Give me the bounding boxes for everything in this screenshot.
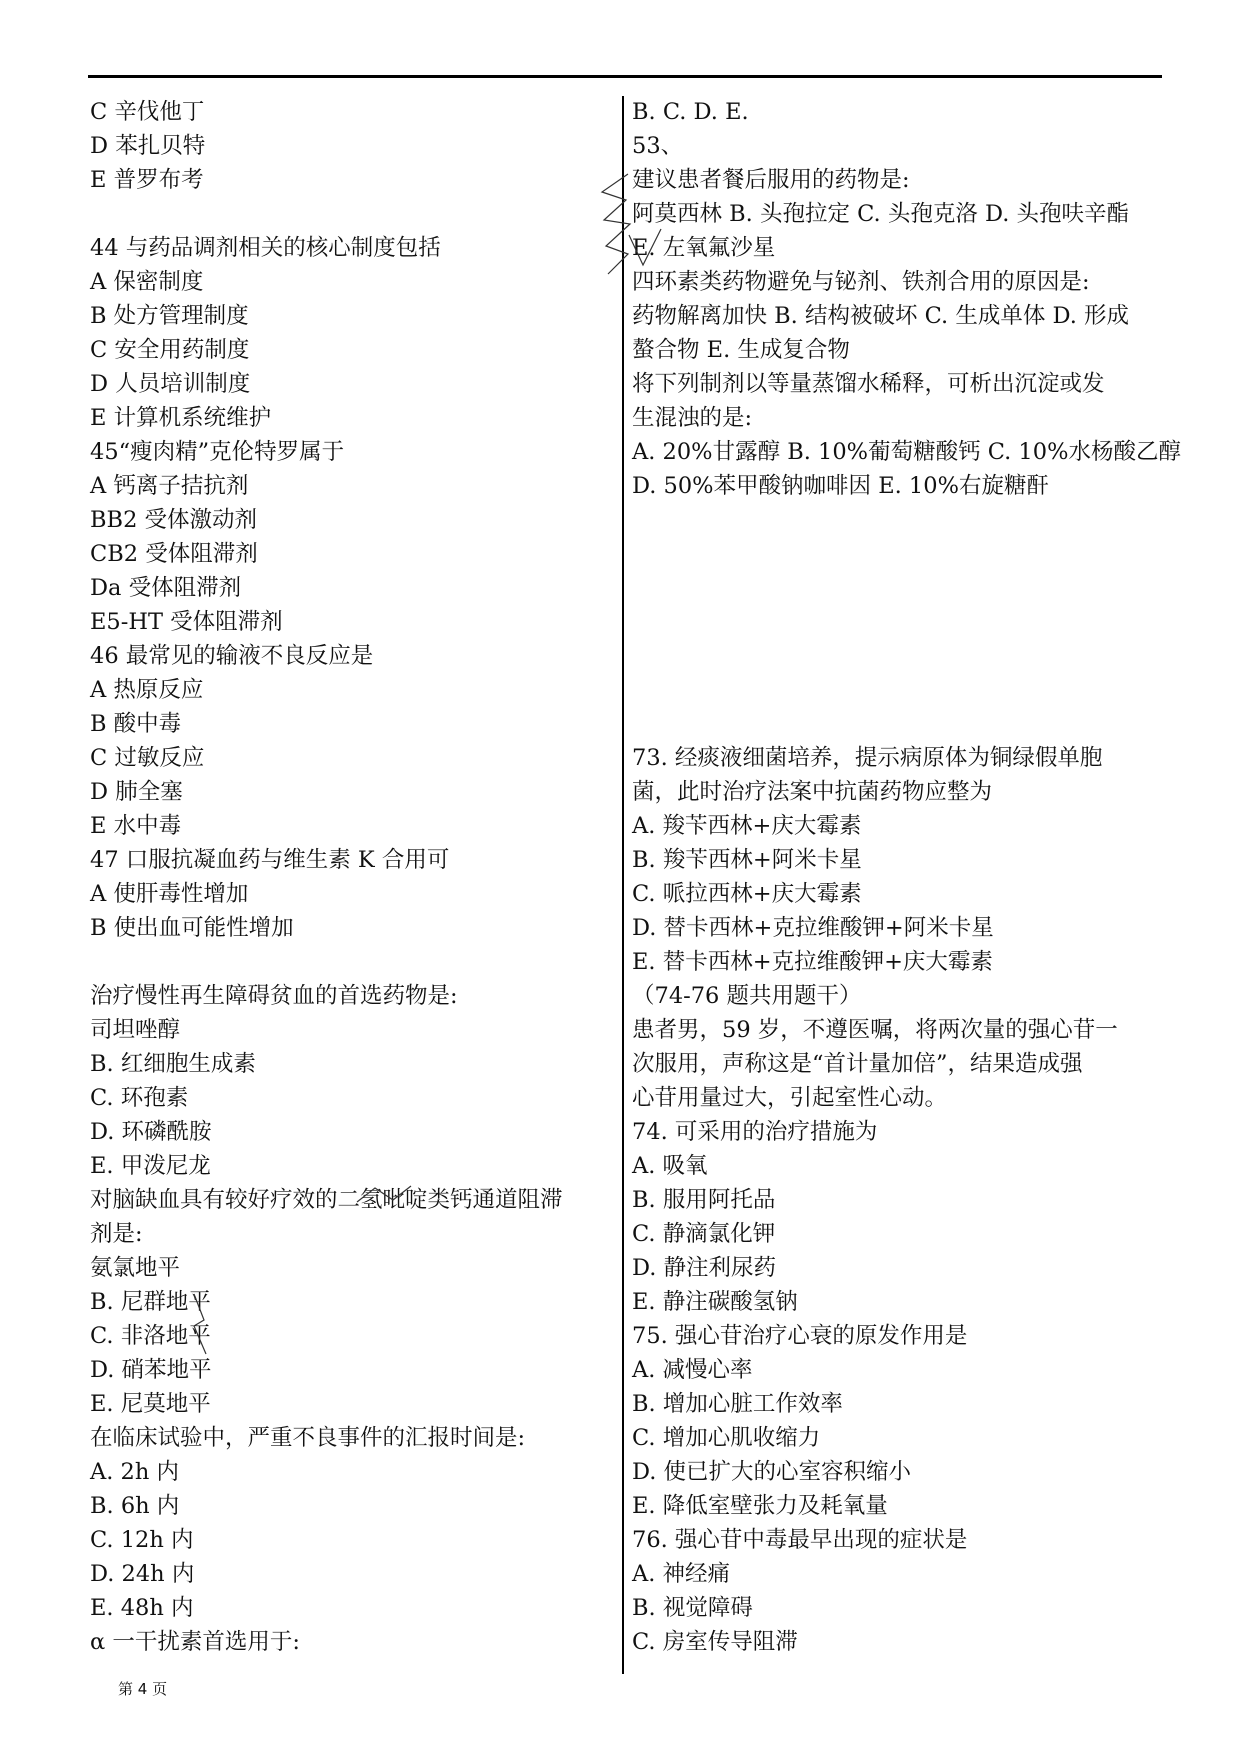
text-line: E. 降低室壁张力及耗氧量 bbox=[632, 1493, 888, 1519]
text-line: 46 最常见的输液不良反应是 bbox=[90, 643, 374, 669]
text-line: A. 20%甘露醇 B. 10%葡萄糖酸钙 C. 10%水杨酸乙醇 bbox=[632, 439, 1181, 465]
text-line: D. 50%苯甲酸钠咖啡因 E. 10%右旋糖酐 bbox=[632, 473, 1049, 499]
header-rule bbox=[88, 75, 1162, 78]
text-line bbox=[90, 945, 620, 979]
text-line: E 计算机系统维护 bbox=[90, 405, 272, 431]
text-line: 47 口服抗凝血药与维生素 K 合用可 bbox=[90, 847, 450, 873]
text-line: E. 尼莫地平 bbox=[90, 1391, 211, 1417]
text-line: C. 静滴氯化钾 bbox=[632, 1221, 776, 1247]
text-line: C. 哌拉西林+庆大霉素 bbox=[632, 881, 862, 907]
text-line: B. C. D. E. bbox=[632, 99, 749, 125]
page-number: 第 4 页 bbox=[118, 1680, 168, 1698]
text-line: 螯合物 E. 生成复合物 bbox=[632, 337, 850, 363]
text-line: C. 房室传导阻滞 bbox=[632, 1629, 798, 1655]
text-line: 对脑缺血具有较好疗效的二氢吡啶类钙通道阻滞 bbox=[90, 1187, 563, 1213]
text-line: BB2 受体激动剂 bbox=[90, 507, 258, 533]
text-line: D 人员培训制度 bbox=[90, 371, 251, 397]
text-line: D. 使已扩大的心室容积缩小 bbox=[632, 1459, 912, 1485]
right-column bbox=[632, 95, 1181, 1659]
text-line bbox=[632, 537, 1172, 571]
text-line: E. 静注碳酸氢钠 bbox=[632, 1289, 798, 1315]
column-divider bbox=[622, 96, 624, 1674]
left-column bbox=[90, 95, 620, 1659]
text-line: D. 替卡西林+克拉维酸钾+阿米卡星 bbox=[632, 915, 994, 941]
text-line: E 普罗布考 bbox=[90, 167, 204, 193]
text-line: C. 12h 内 bbox=[90, 1527, 194, 1553]
text-line: C 辛伐他丁 bbox=[90, 99, 205, 125]
text-line: 75. 强心苷治疗心衰的原发作用是 bbox=[632, 1323, 968, 1349]
text-line: 司坦唑醇 bbox=[90, 1017, 181, 1043]
text-line: D. 硝苯地平 bbox=[90, 1357, 212, 1383]
text-line: 次服用，声称这是“首计量加倍”，结果造成强 bbox=[632, 1051, 1083, 1077]
text-line: 阿莫西林 B. 头孢拉定 C. 头孢克洛 D. 头孢呋辛酯 bbox=[632, 201, 1130, 227]
text-line: C. 非洛地平 bbox=[90, 1323, 211, 1349]
text-line: B 处方管理制度 bbox=[90, 303, 249, 329]
text-line: A. 减慢心率 bbox=[632, 1357, 753, 1383]
text-line: A. 羧苄西林+庆大霉素 bbox=[632, 813, 862, 839]
text-line: A 热原反应 bbox=[90, 677, 204, 703]
text-line: A 钙离子拮抗剂 bbox=[90, 473, 249, 499]
text-line bbox=[632, 605, 1172, 639]
text-line: B. 羧苄西林+阿米卡星 bbox=[632, 847, 862, 873]
text-line bbox=[632, 673, 1172, 707]
text-line: （74-76 题共用题干） bbox=[632, 983, 862, 1009]
text-line: D. 24h 内 bbox=[90, 1561, 195, 1587]
text-line: 药物解离加快 B. 结构被破坏 C. 生成单体 D. 形成 bbox=[632, 303, 1130, 329]
text-line: α 一干扰素首选用于: bbox=[90, 1629, 300, 1655]
text-line: E 水中毒 bbox=[90, 813, 182, 839]
text-line: 心苷用量过大，引起室性心动。 bbox=[632, 1085, 948, 1111]
text-line: 44 与药品调剂相关的核心制度包括 bbox=[90, 235, 441, 261]
text-line: Da 受体阻滞剂 bbox=[90, 575, 242, 601]
text-line: 氨氯地平 bbox=[90, 1255, 181, 1281]
text-line: B 酸中毒 bbox=[90, 711, 182, 737]
text-line: C 过敏反应 bbox=[90, 745, 205, 771]
text-line: A. 吸氧 bbox=[632, 1153, 708, 1179]
text-line: E. 甲泼尼龙 bbox=[90, 1153, 211, 1179]
text-line: B. 增加心脏工作效率 bbox=[632, 1391, 843, 1417]
text-line: 在临床试验中，严重不良事件的汇报时间是: bbox=[90, 1425, 526, 1451]
text-line: E. 48h 内 bbox=[90, 1595, 194, 1621]
text-line: B. 尼群地平 bbox=[90, 1289, 211, 1315]
text-line: A. 2h 内 bbox=[90, 1459, 180, 1485]
text-line: D. 静注利尿药 bbox=[632, 1255, 777, 1281]
text-line: 治疗慢性再生障碍贫血的首选药物是: bbox=[90, 983, 458, 1009]
text-line: 患者男，59 岁，不遵医嘱，将两次量的强心苷一 bbox=[632, 1017, 1118, 1043]
text-line: B. 服用阿托品 bbox=[632, 1187, 776, 1213]
text-line: C. 环孢素 bbox=[90, 1085, 189, 1111]
text-line: 将下列制剂以等量蒸馏水稀释，可析出沉淀或发 bbox=[632, 371, 1105, 397]
text-line bbox=[632, 571, 1172, 605]
text-line: C 安全用药制度 bbox=[90, 337, 250, 363]
text-line: A 使肝毒性增加 bbox=[90, 881, 249, 907]
text-line: A. 神经痛 bbox=[632, 1561, 731, 1587]
text-line: B. 视觉障碍 bbox=[632, 1595, 753, 1621]
text-line: 76. 强心苷中毒最早出现的症状是 bbox=[632, 1527, 968, 1553]
text-line: 生混浊的是: bbox=[632, 405, 753, 431]
text-line: E. 左氧氟沙星 bbox=[632, 235, 776, 261]
text-line: D 苯扎贝特 bbox=[90, 133, 206, 159]
text-line bbox=[632, 503, 1172, 537]
text-line bbox=[632, 639, 1172, 673]
text-line: 剂是: bbox=[90, 1221, 143, 1247]
text-line: 建议患者餐后服用的药物是: bbox=[632, 167, 910, 193]
text-line: D. 环磷酰胺 bbox=[90, 1119, 212, 1145]
text-line: A 保密制度 bbox=[90, 269, 204, 295]
text-line: E5-HT 受体阻滞剂 bbox=[90, 609, 283, 635]
text-line: 73. 经痰液细菌培养，提示病原体为铜绿假单胞 bbox=[632, 745, 1103, 771]
text-line: E. 替卡西林+克拉维酸钾+庆大霉素 bbox=[632, 949, 993, 975]
text-line: CB2 受体阻滞剂 bbox=[90, 541, 258, 567]
text-line: 四环素类药物避免与铋剂、铁剂合用的原因是: bbox=[632, 269, 1090, 295]
text-line: B. 红细胞生成素 bbox=[90, 1051, 256, 1077]
text-line: 74. 可采用的治疗措施为 bbox=[632, 1119, 878, 1145]
text-line: B. 6h 内 bbox=[90, 1493, 180, 1519]
text-line: B 使出血可能性增加 bbox=[90, 915, 294, 941]
text-line: 53、 bbox=[632, 133, 684, 159]
text-line: 45“瘦肉精”克伦特罗属于 bbox=[90, 439, 345, 465]
text-line: C. 增加心肌收缩力 bbox=[632, 1425, 821, 1451]
text-line: 菌，此时治疗法案中抗菌药物应整为 bbox=[632, 779, 993, 805]
text-line bbox=[632, 707, 1172, 741]
text-line: D 肺全塞 bbox=[90, 779, 183, 805]
text-line bbox=[90, 197, 620, 231]
